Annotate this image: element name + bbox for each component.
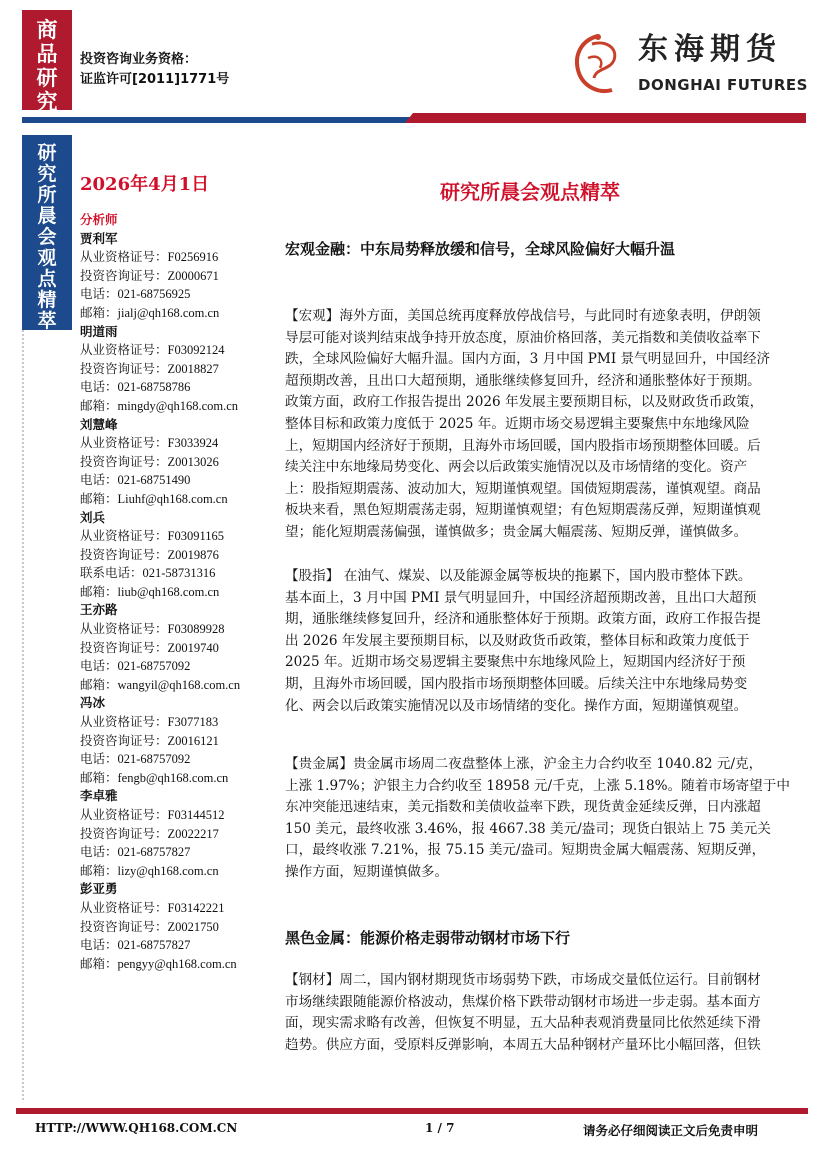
analyst-name: 刘慧峰: [80, 416, 118, 432]
section-tag-char: 萃: [37, 310, 57, 332]
category-tag-char: 究: [36, 90, 58, 114]
analyst-detail: 电话：021-68758786: [80, 380, 191, 395]
analyst-detail: 从业资格证号：F3077183: [80, 715, 219, 730]
paragraph-line: 基本面上，3 月中国 PMI 景气明显回升，中国经济超预期改善，且出口大超预: [285, 589, 757, 606]
analyst-detail: 从业资格证号：F03144512: [80, 808, 225, 822]
analyst-email: 邮箱：liub@qh168.com.cn: [80, 584, 220, 599]
paragraph-line: 面，现实需求略有改善，但恢复不明显，五大品种表观消费量同比依然延续下滑: [285, 1015, 761, 1032]
analyst-detail: 从业资格证号：F03142221: [80, 900, 225, 915]
analyst-email: 邮箱：pengyy@qh168.com.cn: [80, 956, 237, 971]
analyst-email: 邮箱：wangyil@qh168.com.cn: [80, 677, 241, 692]
analyst-detail: 投资咨询证号：Z0022217: [80, 826, 219, 841]
paragraph-line: 【钢材】周二，国内钢材期现货市场弱势下跌，市场成交量低位运行。目前钢材: [285, 972, 761, 988]
paragraph-line: 市场继续跟随能源价格波动，焦煤价格下跌带动钢材市场进一步走弱。基本面方: [285, 993, 761, 1010]
qualification-line: 投资咨询业务资格：: [80, 52, 198, 67]
analyst-email: 邮箱：fengb@qh168.com.cn: [80, 770, 229, 785]
analyst-name: 冯冰: [80, 695, 106, 711]
paragraph-line: 【股指】 在油气、煤炭、以及能源金属等板块的拖累下，国内股市整体下跌。: [285, 568, 752, 584]
section-tag-char: 观: [37, 247, 57, 269]
footer-divider: [16, 1108, 808, 1114]
paragraph-line: 政策方面，政府工作报告提出 2026 年发展主要预期目标，以及财政货币政策，: [285, 394, 764, 411]
footer-website-link[interactable]: HTTP://WWW.QH168.COM.CN: [35, 1121, 238, 1135]
analyst-detail: 投资咨询证号：Z0000671: [80, 268, 219, 283]
category-tag-char: 商: [36, 18, 58, 42]
paragraph-stock-index: [285, 566, 800, 717]
analyst-email: 邮箱：lizy@qh168.com.cn: [80, 863, 219, 878]
page-number: 1 / 7: [425, 1121, 455, 1135]
section-heading-macro: 宏观金融：中东局势释放缓和信号，全球风险偏好大幅升温: [285, 240, 676, 258]
paragraph-steel: [285, 970, 800, 1056]
paragraph-line: 化、两会以后政策实施情况以及市场情绪的变化。操作方面，短期谨慎观望。: [285, 697, 748, 714]
paragraph-line: 跌，全球风险偏好大幅升温。国内方面，3 月中国 PMI 景气明显回升，中国经济: [285, 351, 771, 368]
analyst-detail: 电话：021-68757827: [80, 938, 191, 953]
analyst-detail: 电话：021-68757092: [80, 752, 191, 767]
footer-disclaimer: 请务必仔细阅读正文后免责申明: [583, 1123, 759, 1138]
section-tag-char: 究: [37, 163, 57, 185]
analyst-name: 刘兵: [80, 509, 106, 525]
company-logo: [568, 30, 808, 100]
sidebar-border: [22, 330, 24, 1100]
analyst-detail: 投资咨询证号：Z0019740: [80, 640, 219, 655]
paragraph-line: 望；能化短期震荡偏强，谨慎做多；贵金属大幅震荡、短期反弹，谨慎做多。: [285, 523, 748, 540]
header-divider-blue: [22, 117, 412, 123]
paragraph-macro: [285, 306, 800, 544]
logo-cn-text: 东海期货: [638, 32, 782, 67]
analyst-name: 彭亚勇: [80, 881, 118, 897]
paragraph-line: 东冲突能迅速结束，美元指数和美债收益率下跌，现货黄金延续反弹，日内涨超: [285, 799, 761, 816]
qualification-info: [80, 50, 229, 90]
analyst-heading: 分析师: [80, 212, 118, 227]
report-date: 2026年4月1日: [80, 174, 210, 195]
paragraph-line: 2025 年。近期市场交易逻辑主要聚焦中东地缘风险上，短期国内经济好于预: [285, 654, 746, 671]
analyst-email: 邮箱：mingdy@qh168.com.cn: [80, 398, 239, 413]
analyst-detail: 电话：021-68751490: [80, 473, 191, 488]
analyst-name: 王亦路: [80, 602, 118, 618]
paragraph-line: 趋势。供应方面，受原料反弹影响，本周五大品种钢材产量环比小幅回落，但铁: [285, 1036, 761, 1053]
paragraph-precious-metals: [285, 754, 800, 884]
analyst-detail: 从业资格证号：F0256916: [80, 250, 219, 265]
analyst-detail: 投资咨询证号：Z0016121: [80, 733, 219, 748]
paragraph-line: 期，且海外市场回暖，国内股指市场预期整体回暖。后续关注中东地缘局势变: [285, 675, 748, 692]
section-tag-char: 晨: [37, 205, 57, 227]
analyst-detail: 电话：021-68757827: [80, 845, 191, 860]
section-tag-char: 研: [37, 142, 57, 164]
analyst-detail: 投资咨询证号：Z0018827: [80, 361, 219, 376]
paragraph-line: 150 美元，最终收涨 3.46%，报 4667.38 美元/盎司；现货白银站上 75 美元关: [285, 820, 771, 837]
category-tag-char: 研: [36, 66, 58, 90]
section-tag: [22, 135, 72, 330]
analyst-detail: 联系电话：021-58731316: [80, 566, 216, 581]
category-tag-char: 品: [36, 42, 58, 66]
analyst-email: 邮箱：jialj@qh168.com.cn: [80, 305, 220, 320]
paragraph-line: 上：股指短期震荡、波动加大，短期谨慎观望。国债短期震荡，谨慎观望。商品: [285, 480, 761, 497]
analyst-detail: 投资咨询证号：Z0019876: [80, 547, 219, 562]
paragraph-line: 续关注中东地缘局势变化、两会以后政策实施情况以及市场情绪的变化。资产: [285, 459, 748, 476]
analyst-detail: 从业资格证号：F3033924: [80, 436, 219, 451]
analyst-detail: 从业资格证号：F03091165: [80, 529, 224, 544]
analyst-email: 邮箱：Liuhf@qh168.com.cn: [80, 491, 228, 506]
paragraph-line: 期，通胀继续修复回升，经济和通胀整体好于预期。政策方面，政府工作报告提: [285, 611, 761, 628]
header-divider-red: [405, 113, 806, 123]
analyst-detail: 从业资格证号：F03089928: [80, 622, 225, 637]
paragraph-line: 上，短期国内经济好于预期，且海外市场回暖，国内股指市场预期整体回暖。后: [285, 437, 761, 454]
analyst-list: [80, 211, 275, 973]
category-tag: [22, 10, 72, 114]
section-tag-char: 所: [37, 184, 57, 206]
analyst-detail: 投资咨询证号：Z0013026: [80, 454, 219, 469]
paragraph-line: 整体目标和政策力度低于 2025 年。近期市场交易逻辑主要聚焦中东地缘风险: [285, 415, 750, 432]
paragraph-line: 超预期改善，且出口大超预期，通胀继续修复回升，经济和通胀整体好于预期。: [285, 372, 761, 389]
paragraph-line: 板块来看，黑色短期震荡走弱，短期谨慎观望；有色短期震荡反弹，短期谨慎观: [285, 502, 761, 519]
analyst-detail: 电话：021-68756925: [80, 287, 191, 302]
analyst-name: 贾利军: [80, 230, 118, 246]
dragon-logo-icon: [568, 30, 634, 100]
paragraph-line: 出 2026 年发展主要预期目标，以及财政货币政策，整体目标和政策力度低于: [285, 632, 750, 649]
section-tag-char: 精: [37, 289, 57, 311]
paragraph-line: 【贵金属】贵金属市场周二夜盘整体上涨，沪金主力合约收至 1040.82 元/克，: [285, 756, 763, 772]
section-tag-char: 会: [37, 226, 57, 248]
analyst-detail: 从业资格证号：F03092124: [80, 343, 225, 358]
paragraph-line: 上涨 1.97%；沪银主力合约收至 18958 元/千克，上涨 5.18%。随着市场寄望于中: [285, 777, 790, 794]
section-tag-char: 点: [37, 268, 57, 290]
section-heading-ferrous: 黑色金属：能源价格走弱带动钢材市场下行: [285, 929, 571, 947]
paragraph-line: 口，最终收涨 7.21%，报 75.15 美元/盎司。短期贵金属大幅震荡、短期反弹，: [285, 842, 766, 859]
analyst-name: 李卓雅: [80, 788, 118, 804]
analyst-name: 明道雨: [80, 323, 118, 339]
paragraph-line: 操作方面，短期谨慎做多。: [285, 863, 449, 880]
logo-en-text: DONGHAI FUTURES: [638, 76, 808, 94]
analyst-detail: 投资咨询证号：Z0021750: [80, 919, 219, 934]
analyst-detail: 电话：021-68757092: [80, 659, 191, 674]
paragraph-line: 【宏观】海外方面，美国总统再度释放停战信号，与此同时有迹象表明，伊朗领: [285, 308, 761, 324]
license-line: 证监许可[2011]1771号: [80, 72, 230, 87]
paragraph-line: 导层可能对谈判结束战争持开放态度，原油价格回落，美元指数和美债收益率下: [285, 329, 761, 346]
page-title: 研究所晨会观点精萃: [440, 180, 620, 204]
